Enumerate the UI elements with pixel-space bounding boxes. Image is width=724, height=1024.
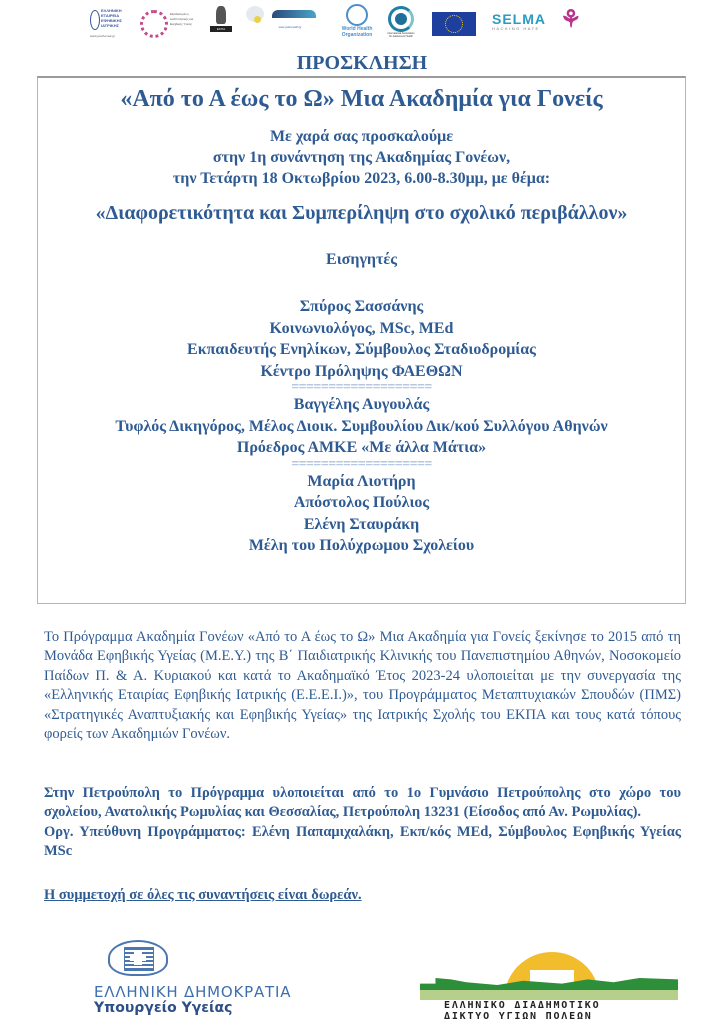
iaah-circle-icon [388,6,414,32]
speaker-detail: Πρόεδρος ΑΜΚΕ «Με άλλα Μάτια» [236,439,487,456]
speaker-name: Ελένη Σταυράκη [303,515,420,533]
figures-logo [556,4,592,44]
who-globe-icon [346,4,368,26]
selma-logo: SELMA HACKING HATE [492,11,546,31]
page-heading: ΠΡΟΣΚΛΗΣΗ [296,52,428,74]
speaker-detail: Κέντρο Πρόληψης ΦΑΕΘΩΝ [260,362,463,380]
adolescent-health-unit-logo: www.youth-health.gr [246,4,326,44]
venue-info [44,784,681,862]
healthy-cities-network-logo [420,950,690,1024]
invitation-line: στην 1η συνάντηση της Ακαδημίας Γονέων, [212,149,511,166]
ekpa-logo: ΕΚΠΑ [210,4,234,44]
venue-text: Στην Πετρούπολη το Πρόγραμμα υλοποιείται από το 1ο Γυμνάσιο Πετρούπολης στο χώρο του σχολείου, Ανατολικής Ρωμυλίας και Θεσσαλίας, Πετρούπολη 13231 (Είσοδος από Αν. Ρωμυλίας). [44,785,681,821]
eu-stars-icon [445,15,463,33]
ministry-line2: Υπουργείο Υγείας [94,1000,233,1016]
invitation-line: την Τετάρτη 18 Οκτωβρίου 2023, 6.00-8.30μμ, με θέμα: [172,170,551,187]
network-line2: ΔΙΚΤΥΟ ΥΓΙΩΝ ΠΟΛΕΩΝ [444,1011,593,1022]
speaker-detail: Εκπαιδευτής Ενηλίκων, Σύμβουλος Σταδιοδρομίας [187,341,536,358]
free-participation-note: Η συμμετοχή σε όλες τις συναντήσεις είναι δωρεάν. [44,887,362,903]
greek-emblem-icon [108,940,168,976]
invitation-title: «Από το Α έως το Ω» Μια Ακαδημία για Γονείς [120,86,603,112]
speaker-detail: Κοινωνιολόγος, MSc, MEd [269,319,454,337]
who-logo: World Health Organization [336,4,378,44]
invitation-line: Με χαρά σας προσκαλούμε [269,128,454,145]
eu-flag-logo [432,12,476,36]
speakers-list [37,296,686,557]
network-line1: ΕΛΛΗΝΙΚΟ ΔΙΑΔΗΜΟΤΙΚΟ [444,1000,601,1011]
people-ring-icon [140,10,168,38]
speaker-name: Σπύρος Σασσάνης [299,298,424,315]
speaker-name: Μαρία Λιοτήρη [307,472,416,490]
ministry-of-health-logo [94,940,354,1016]
iaah-logo: International Association for Adolescent Health [386,4,416,44]
speaker-name: Βαγγέλης Αυγουλάς [293,396,430,413]
separator: =================== [291,456,432,472]
invitation-text [37,126,686,189]
ring-network-logo: Εξειδικευμένη Ανάπτυξιακής και Εφηβικής Υγείας [140,4,200,44]
wave-icon [272,10,316,18]
speaker-detail: Μέλη του Πολύχρωμου Σχολείου [248,537,475,554]
coordinator-text: Οργ. Υπεύθυνη Προγράμματος: Ελένη Παπαμιχαλάκη, Εκπ/κός MEd, Σύμβουλος Εφηβικής Υγείας MSc [44,823,681,860]
caduceus-icon [90,10,100,30]
header-logos [88,4,648,44]
speaker-name: Απόστολος Πούλιος [293,494,430,511]
program-description: Το Πρόγραμμα Ακαδημία Γονέων «Από το Α έως το Ω» Μια Ακαδημία για Γονείς ξεκίνησε το 2015 από τη Μονάδα Εφηβικής Υγείας (Μ.Ε.Υ.) της Β΄ Παιδιατρικής Κλινικής του Πανεπιστημίου Αθηνών, Νοσοκομείο Παίδων Π. & Α. Κυριακού και κατά το Ακαδημαϊκό Έτος 2023-24 υλοποιείται με την συνεργασία της «Ελληνικής Εταιρίας Εφηβικής Ιατρικής (Ε.Ε.Ε.Ι.)», του Προγράμματος Μεταπτυχιακών Σπουδών (ΠΜΣ) «Στρατηγικές Αναπτυξιακής και Εφηβικής Υγείας» της Ιατρικής Σχολής του ΕΚΠΑ και τους κατά τόπους φορείς των Ακαδημιών Γονέων. [44,629,681,743]
speaker-detail: Τυφλός Δικηγόρος, Μέλος Διοικ. Συμβουλίου Δικ/κού Συλλόγου Αθηνών [115,417,608,435]
yellow-dot-icon [254,16,261,23]
hellenic-society-adolescent-medicine-logo: ΕΛΛΗΝΙΚΗ ΕΤΑΙΡΕΙΑ ΕΦΗΒΙΚΗΣ ΙΑΤΡΙΚΗΣ www.youth-med.gr [90,8,123,38]
speakers-label: Εισηγητές [326,251,397,268]
ministry-line1: ΕΛΛΗΝΙΚΗ ΔΗΜΟΚΡΑΤΙΑ [94,983,292,1001]
ground-band [420,990,678,1000]
meeting-theme: «Διαφορετικότητα και Συμπερίληψη στο σχολικό περιβάλλον» [95,202,628,224]
network-text [444,1000,600,1022]
dancing-figures-icon: ⚘ [560,6,582,33]
athena-head-icon [216,6,226,24]
separator: =================== [291,380,432,395]
